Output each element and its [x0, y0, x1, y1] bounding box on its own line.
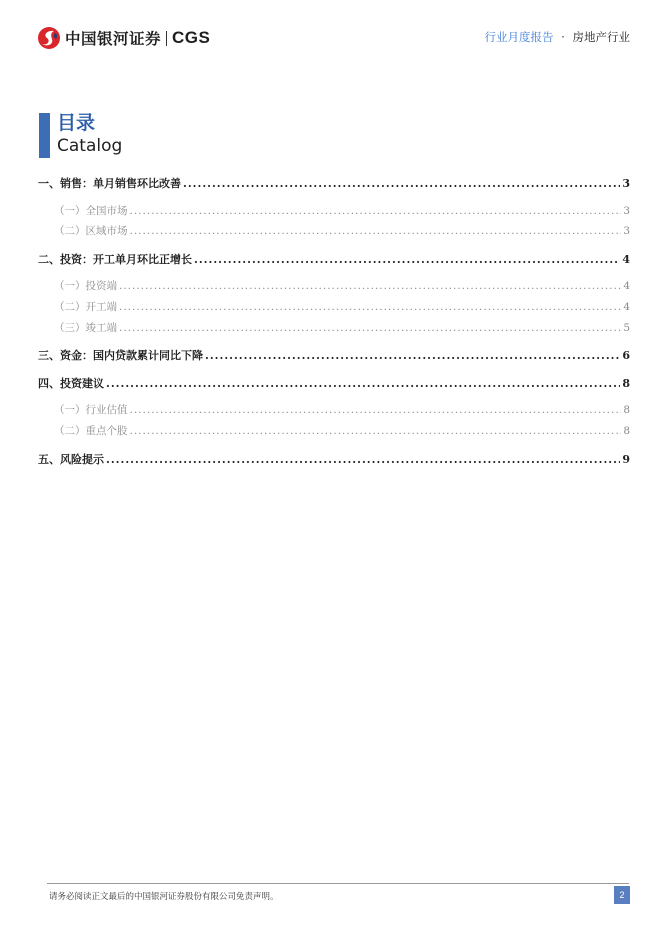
footer-disclaimer: 请务必阅读正文最后的中国银河证券股份有限公司免责声明。	[49, 892, 279, 902]
toc-title: 销售：单月销售环比改善	[60, 177, 181, 190]
toc-page: 4	[622, 253, 630, 266]
toc-page: 8	[623, 425, 630, 437]
toc-title: 全国市场	[85, 205, 128, 217]
toc-entry[interactable]	[38, 278, 630, 293]
toc-page: 3	[622, 177, 630, 190]
report-type: 行业月度报告	[484, 30, 554, 44]
toc-leader	[130, 205, 622, 217]
toc-page: 9	[622, 453, 630, 466]
toc-entry[interactable]	[38, 203, 630, 218]
toc-title: 风险提示	[60, 453, 104, 466]
toc-entry[interactable]	[38, 375, 630, 391]
toc-entry[interactable]	[38, 251, 630, 267]
toc-leader	[130, 425, 622, 437]
toc-leader	[194, 253, 620, 266]
toc-title: 投资：开工单月环比正增长	[60, 253, 192, 266]
toc-leader	[119, 301, 621, 313]
toc-number: （一）	[54, 280, 86, 292]
toc-number: 二、	[38, 253, 60, 266]
report-sector: 房地产行业	[572, 30, 630, 44]
report-header-meta	[485, 29, 630, 45]
toc-title: 开工端	[85, 301, 117, 313]
toc-page: 5	[623, 322, 630, 334]
toc-page: 3	[623, 225, 630, 237]
toc-entry[interactable]	[38, 299, 630, 314]
toc-title: 竣工端	[85, 322, 117, 334]
toc-page: 3	[623, 205, 630, 217]
cgs-logo-icon	[37, 26, 61, 50]
toc-entry[interactable]	[38, 347, 630, 363]
toc-entry[interactable]	[38, 223, 630, 238]
toc-number: 三、	[38, 349, 60, 362]
toc-number: 四、	[38, 377, 60, 390]
toc-title: 行业估值	[85, 404, 128, 416]
toc-page: 4	[623, 280, 630, 292]
toc-title: 区域市场	[85, 225, 128, 237]
page-title-cn: 目录	[57, 112, 96, 134]
toc-number: 一、	[38, 177, 60, 190]
header-separator: ·	[561, 30, 565, 44]
toc-number: （二）	[54, 225, 86, 237]
toc-leader	[130, 225, 622, 237]
toc-leader	[106, 377, 620, 390]
toc-leader	[205, 349, 620, 362]
toc-leader	[119, 322, 621, 334]
company-logo	[37, 26, 210, 50]
toc-entry[interactable]	[38, 320, 630, 335]
toc-page: 6	[622, 349, 630, 362]
toc-leader	[130, 404, 622, 416]
page-title-en: Catalog	[57, 136, 123, 156]
title-accent-bar	[39, 113, 50, 158]
toc-leader	[183, 177, 620, 190]
toc-entry[interactable]	[38, 175, 630, 191]
logo-cn-text: 中国银河证券	[65, 30, 162, 48]
toc-entry[interactable]	[38, 402, 630, 417]
toc-entry[interactable]	[38, 423, 630, 438]
toc-entry[interactable]	[38, 451, 630, 467]
toc-number: （二）	[54, 425, 86, 437]
toc-page: 4	[623, 301, 630, 313]
logo-divider	[166, 31, 167, 46]
toc-title: 资金：国内贷款累计同比下降	[60, 349, 203, 362]
toc-title: 投资建议	[60, 377, 104, 390]
toc-number: （三）	[54, 322, 86, 334]
footer-divider	[47, 883, 629, 884]
toc-title: 重点个股	[85, 425, 128, 437]
toc-number: 五、	[38, 453, 60, 466]
toc-number: （二）	[54, 301, 86, 313]
toc-page: 8	[622, 377, 630, 390]
toc-number: （一）	[54, 205, 86, 217]
toc-leader	[106, 453, 620, 466]
logo-en-text: CGS	[172, 28, 211, 47]
toc-page: 8	[623, 404, 630, 416]
page-number-badge: 2	[614, 886, 630, 904]
toc-leader	[119, 280, 621, 292]
toc-number: （一）	[54, 404, 86, 416]
toc-title: 投资端	[85, 280, 117, 292]
